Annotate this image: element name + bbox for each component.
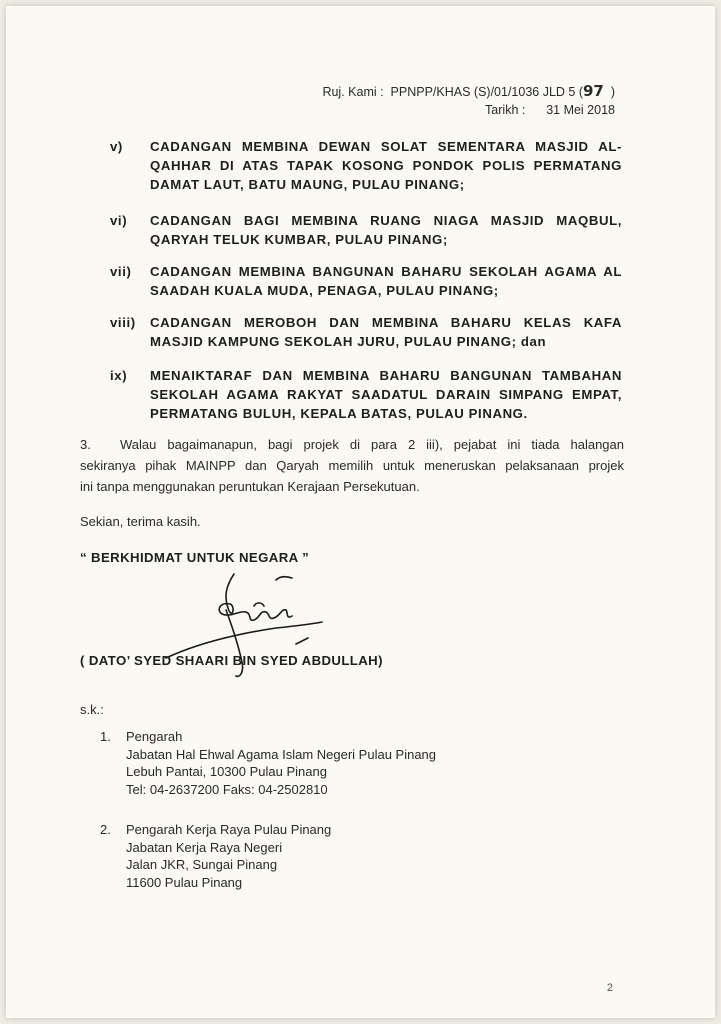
reference-label: Ruj. Kami : <box>322 85 384 99</box>
recipient-line: Tel: 04-2637200 Faks: 04-2502810 <box>126 781 328 797</box>
copy-to-label: s.k.: <box>80 702 104 717</box>
paragraph-line: Walau bagaimanapun, bagi projek di para 2 iii), pejabat ini tiada halangan <box>120 437 624 452</box>
reference-handwritten-number: 97 <box>583 82 604 100</box>
list-item-text: MENAIKTARAF DAN MEMBINA BAHARU BANGUNAN TAMBAHAN SEKOLAH AGAMA RAKYAT SAADATUL DARAIN SIMPANG EMPAT, PERMATANG BULUH, KEPALA BATAS, PULAU PINANG. <box>150 368 622 421</box>
reference-line <box>322 82 615 100</box>
recipient-line: Pengarah <box>126 729 183 744</box>
reference-value: PPNPP/KHAS (S)/01/1036 JLD 5 ( <box>390 85 583 99</box>
list-item-number: ix) <box>110 368 128 383</box>
motto: “ BERKHIDMAT UNTUK NEGARA ” <box>80 550 310 565</box>
signature-image <box>156 566 366 686</box>
recipient-line: Pengarah Kerja Raya Pulau Pinang <box>126 822 332 837</box>
closing-text: Sekian, terima kasih. <box>80 514 201 529</box>
list-item-text: CADANGAN MEMBINA DEWAN SOLAT SEMENTARA MASJID AL-QAHHAR DI ATAS TAPAK KOSONG PONDOK POLIS PERMATANG DAMAT LAUT, BATU MAUNG, PULAU PINANG; <box>150 139 622 192</box>
reference-close: ) <box>610 85 615 99</box>
list-item-number: v) <box>110 139 123 154</box>
document-page <box>6 6 715 1018</box>
date-value: 31 Mei 2018 <box>546 103 615 117</box>
list-item-text: CADANGAN MEROBOH DAN MEMBINA BAHARU KELAS KAFA MASJID KAMPUNG SEKOLAH JURU, PULAU PINANG; dan <box>150 315 622 349</box>
paragraph-3 <box>80 434 624 497</box>
list-item-number: viii) <box>110 315 136 330</box>
paragraph-line: ini tanpa menggunakan peruntukan Kerajaan Persekutuan. <box>80 479 420 494</box>
paragraph-number: 3. <box>80 437 91 452</box>
list-item-text: CADANGAN MEMBINA BANGUNAN BAHARU SEKOLAH AGAMA AL SAADAH KUALA MUDA, PENAGA, PULAU PINANG; <box>150 264 622 298</box>
list-item-number: vii) <box>110 264 132 279</box>
recipient-number: 1. <box>100 729 111 744</box>
recipient-line: Jabatan Hal Ehwal Agama Islam Negeri Pulau Pinang <box>126 746 437 762</box>
date-line <box>485 103 615 117</box>
recipient-line: Jalan JKR, Sungai Pinang <box>126 857 278 872</box>
date-label: Tarikh : <box>485 103 526 117</box>
recipient-line: 11600 Pulau Pinang <box>126 874 243 890</box>
recipient-number: 2. <box>100 822 111 837</box>
list-item-text: CADANGAN BAGI MEMBINA RUANG NIAGA MASJID MAQBUL, QARYAH TELUK KUMBAR, PULAU PINANG; <box>150 213 622 247</box>
recipient-line: Jabatan Kerja Raya Negeri <box>126 839 283 855</box>
signer-name: ( DATO’ SYED SHAARI BIN SYED ABDULLAH) <box>80 653 383 668</box>
page-number: 2 <box>606 982 613 994</box>
list-item-number: vi) <box>110 213 128 228</box>
recipient-line: Lebuh Pantai, 10300 Pulau Pinang <box>126 764 327 779</box>
paragraph-line: sekiranya pihak MAINPP dan Qaryah memilih untuk meneruskan pelaksanaan projek <box>80 458 624 473</box>
